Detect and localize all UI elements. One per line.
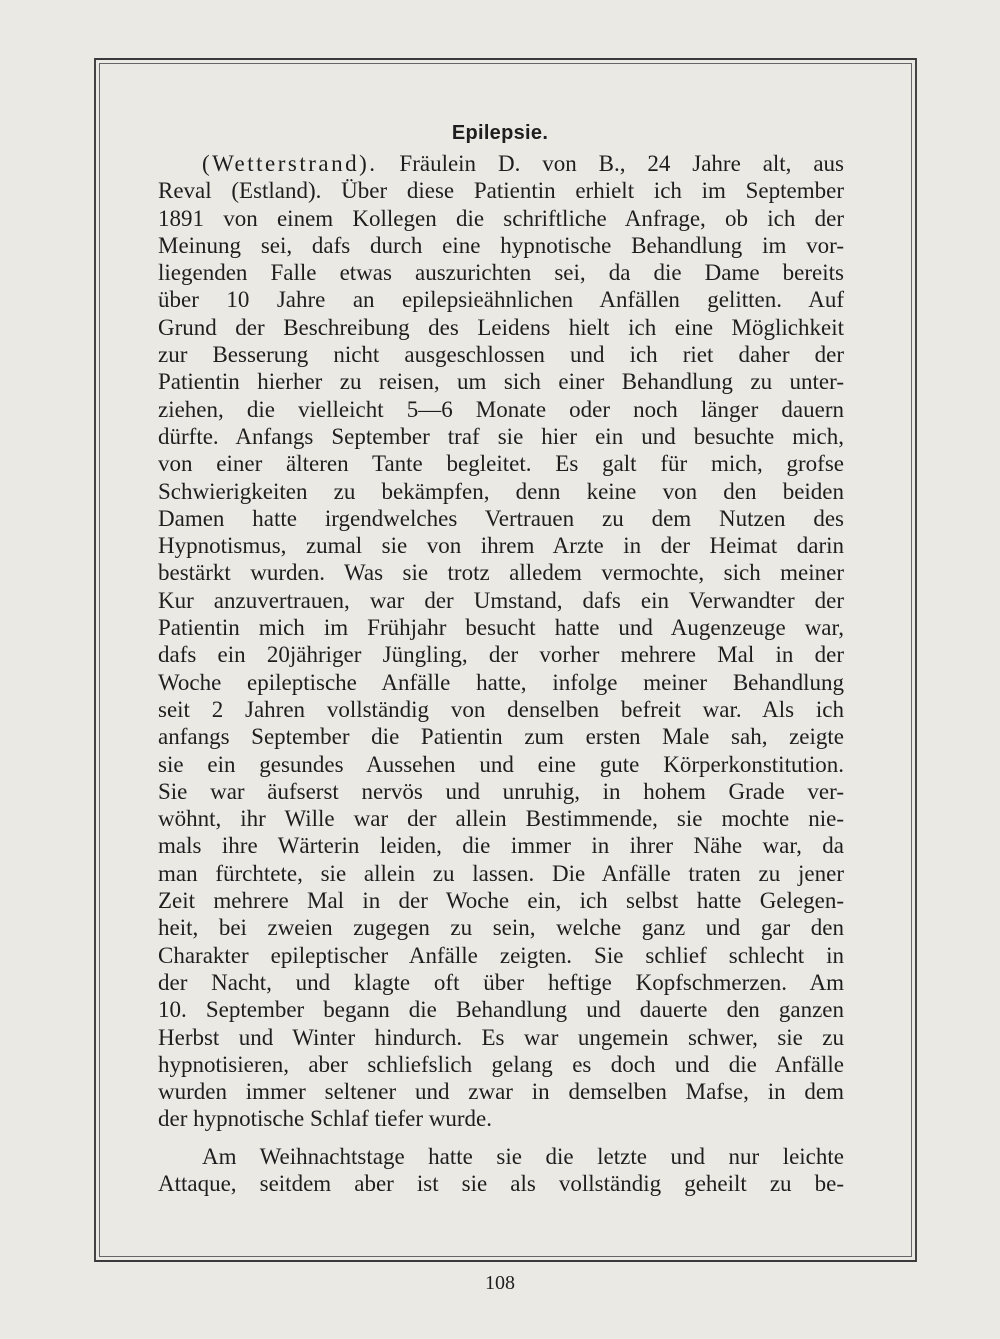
text-line: 1891 von einem Kollegen die schriftliche Anfrage, ob ich der — [158, 205, 844, 231]
text-line: 10. September begann die Behandlung und dauerte den ganzen — [158, 997, 844, 1023]
text-line: Kur anzuvertrauen, war der Umstand, dafs ein Verwandter der — [158, 587, 844, 613]
body-text — [158, 150, 844, 1197]
text-line: Patientin mich im Frühjahr besucht hatte und Augenzeuge war, — [158, 615, 844, 641]
first-line-rest: Fräulein D. von B., 24 Jahre alt, aus — [399, 151, 844, 176]
section-heading: Epilepsie. — [451, 122, 549, 144]
text-line: Meinung sei, dafs durch eine hypnotische Behandlung im vor- — [158, 232, 844, 258]
text-line: anfangs September die Patientin zum ersten Male sah, zeigte — [158, 724, 844, 750]
text-line: Schwierigkeiten zu bekämpfen, denn keine von den beiden — [158, 478, 844, 504]
page-number: 108 — [485, 1272, 515, 1294]
text-line: ziehen, die vielleicht 5—6 Monate oder noch länger dauern — [158, 396, 844, 422]
text-line: Sie war äufserst nervös und unruhig, in hohem Grade ver- — [158, 778, 844, 804]
text-line: dafs ein 20jähriger Jüngling, der vorher mehrere Mal in der — [158, 642, 844, 668]
text-line: zur Besserung nicht ausgeschlossen und ich riet daher der — [158, 342, 844, 368]
text-line: Woche epileptische Anfälle hatte, infolge meiner Behandlung — [158, 669, 844, 695]
text-line: Hypnotismus, zumal sie von ihrem Arzte in der Heimat darin — [158, 533, 844, 559]
paragraph-1-line-1 — [158, 150, 844, 177]
text-line: hypnotisieren, aber schliefslich gelang es doch und die Anfälle — [158, 1051, 844, 1077]
text-line: wurden immer seltener und zwar in demselben Mafse, in dem — [158, 1079, 844, 1105]
text-line: heit, bei zweien zugegen zu sein, welche ganz und gar den — [158, 915, 844, 941]
author-name: (Wetterstrand). — [202, 151, 378, 176]
text-line: Grund der Beschreibung des Leidens hielt ich eine Möglichkeit — [158, 314, 844, 340]
text-line: Charakter epileptischer Anfälle zeigten. Sie schlief schlecht in — [158, 942, 844, 968]
text-line: mals ihre Wärterin leiden, die immer in ihrer Nähe war, da — [158, 833, 844, 859]
text-line: Patientin hierher zu reisen, um sich einer Behandlung zu unter- — [158, 369, 844, 395]
text-line: liegenden Falle etwas auszurichten sei, da die Dame bereits — [158, 260, 844, 286]
text-line: seit 2 Jahren vollständig von denselben befreit war. Als ich — [158, 696, 844, 722]
text-line: über 10 Jahre an epilepsieähnlichen Anfällen gelitten. Auf — [158, 287, 844, 313]
text-line: der hypnotische Schlaf tiefer wurde. — [158, 1106, 493, 1132]
text-line: der Nacht, und klagte oft über heftige Kopfschmerzen. Am — [158, 969, 844, 995]
paragraph-2-line: Attaque, seitdem aber ist sie als vollständig geheilt zu be- — [158, 1170, 844, 1196]
text-line: Zeit mehrere Mal in der Woche ein, ich selbst hatte Gelegen- — [158, 888, 844, 914]
text-line: von einer älteren Tante begleitet. Es galt für mich, grofse — [158, 451, 844, 477]
text-line: man fürchtete, sie allein zu lassen. Die Anfälle traten zu jener — [158, 860, 844, 886]
text-line: wöhnt, ihr Wille war der allein Bestimmende, sie mochte nie- — [158, 806, 844, 832]
text-line: sie ein gesundes Aussehen und eine gute Körperkonstitution. — [158, 751, 844, 777]
text-line: dürfte. Anfangs September traf sie hier ein und besuchte mich, — [158, 423, 844, 449]
text-line: Reval (Estland). Über diese Patientin erhielt ich im September — [158, 178, 844, 204]
text-line: bestärkt wurden. Was sie trotz alledem vermochte, sich meiner — [158, 560, 844, 586]
text-line: Damen hatte irgendwelches Vertrauen zu dem Nutzen des — [158, 505, 844, 531]
text-line: Herbst und Winter hindurch. Es war ungemein schwer, sie zu — [158, 1024, 844, 1050]
paragraph-2-line: Am Weihnachtstage hatte sie die letzte und nur leichte — [202, 1143, 844, 1169]
